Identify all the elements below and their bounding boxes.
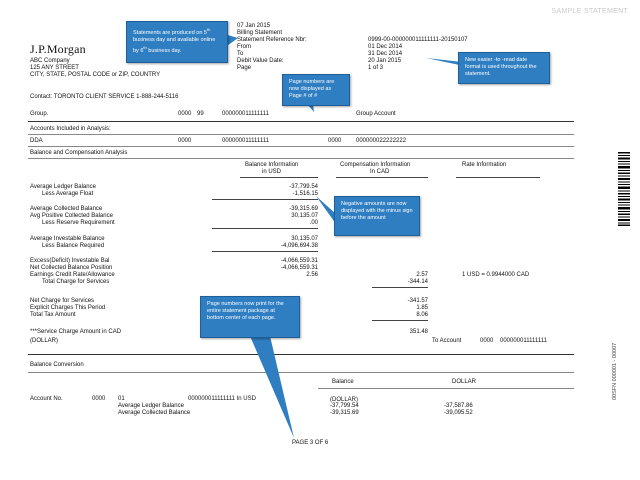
callout-negative-amounts: Negative amounts are now displayed with the minus sign before the amount [334, 196, 420, 236]
line-usd: 2.56 [306, 272, 318, 278]
ref-value: 0999-00-000000011111111-20150107 [368, 37, 468, 43]
conversion-account-code: 0000 [92, 396, 106, 402]
account-type: DDA [30, 138, 43, 144]
conversion-account-number: 000000011111111 In USD [188, 396, 256, 402]
from-value: 01 Dec 2014 [368, 44, 403, 50]
line-cad: 2.57 [416, 272, 428, 278]
col-balance-unit: in USD [262, 169, 282, 175]
line-label: Average Ledger Balance [30, 184, 96, 190]
contact-line: Contact: TORONTO CLIENT SERVICE 1-888-244-5116 [30, 94, 179, 100]
line-usd: -1,516.15 [292, 191, 318, 197]
line-label: Avg Positive Collected Balance [30, 213, 113, 219]
debit-value: 20 Jan 2015 [368, 58, 402, 64]
line-usd: -4,096,694.38 [280, 243, 318, 249]
line-label: (DOLLAR) [30, 338, 59, 344]
conversion-row-dollar: -39,095.52 [444, 410, 473, 416]
conversion-title: Balance Conversion [30, 362, 84, 368]
sample-watermark: SAMPLE STATEMENT [551, 8, 628, 15]
client-name: ABC Company [30, 58, 70, 64]
group-account-label: Group Account [356, 111, 396, 117]
balance-section-title: Balance and Compensation Analysis [30, 150, 128, 156]
line-label: Excess(Deficit) Investable Bal [30, 258, 110, 264]
exchange-rate: 1 USD = 0.9944000 CAD [462, 272, 530, 278]
line-usd: -37,799.54 [289, 184, 318, 190]
conversion-col-dollar: DOLLAR [452, 379, 477, 385]
line-label: Net Charge for Services [30, 298, 95, 304]
conversion-row-dollar: -37,587.86 [444, 403, 473, 409]
col-comp-header: Compensation Information [340, 162, 411, 168]
conversion-account-sub: 01 [118, 396, 125, 402]
line-usd: -4,066,559.31 [280, 258, 318, 264]
line-usd: -39,315.69 [289, 206, 318, 212]
line-usd: -4,066,559.31 [280, 265, 318, 271]
callout-page-numbers: Page numbers are now displayed as Page # of # [282, 74, 350, 106]
client-city: CITY, STATE, POSTAL CODE or ZIP, COUNTRY [30, 72, 161, 78]
debit-label: Debit Value Date: [237, 58, 284, 64]
line-label: Total Charge for Services [42, 279, 110, 285]
account-code: 0000 [178, 138, 192, 144]
side-code: 00SFN 000001 - 00007 [612, 342, 618, 400]
conversion-dollar-header: (DOLLAR) [330, 397, 359, 403]
line-cad: -341.57 [407, 298, 428, 304]
line-cad: 8.06 [416, 312, 428, 318]
line-usd: 30,135.07 [291, 236, 318, 242]
line-cad: 1.85 [416, 305, 428, 311]
conversion-row-usd: -37,799.54 [330, 403, 359, 409]
from-label: From [237, 44, 251, 50]
page-value: 1 of 3 [368, 65, 384, 71]
col-rate-header: Rate Information [462, 162, 507, 168]
group-account: 000000011111111 [222, 111, 269, 117]
to-account-label: To Account [432, 338, 462, 344]
line-label: Total Tax Amount [30, 312, 76, 318]
account-code-2: 0000 [328, 138, 342, 144]
line-usd: .00 [309, 220, 318, 226]
conversion-row-label: Average Ledger Balance [118, 403, 184, 409]
conversion-row-label: Average Collected Balance [118, 410, 191, 416]
line-cad: 351.48 [409, 329, 428, 335]
callout-production-schedule: Statements are produced on 5th business day and available online by 6th business day. [126, 21, 228, 63]
line-cad: -344.14 [407, 279, 428, 285]
line-usd: 30,135.07 [291, 213, 318, 219]
account-number-2: 000000022222222 [356, 138, 407, 144]
accounts-section-title: Accounts Included in Analysis: [30, 126, 111, 132]
client-street: 125 ANY STREET [30, 65, 79, 71]
page-label: Page [237, 65, 252, 71]
to-value: 31 Dec 2014 [368, 51, 403, 57]
col-comp-unit: In CAD [370, 169, 390, 175]
callout-date-format: New easier -to -read date format is used throughout the statement. [458, 52, 550, 84]
group-code2: 99 [197, 111, 204, 117]
line-label: Less Reserve Requirement [42, 220, 115, 226]
line-label: Net Collected Balance Position [30, 265, 113, 271]
to-account-number: 000000011111111 [500, 338, 547, 344]
group-code: 0000 [178, 111, 192, 117]
page-footer: PAGE 3 OF 6 [292, 440, 329, 446]
document-title: Billing Statement [237, 30, 283, 36]
line-label: Average Collected Balance [30, 206, 103, 212]
jpmorgan-logo: J.P.Morgan [30, 42, 86, 56]
conversion-account-label: Account No. [30, 396, 63, 402]
line-label: Less Balance Required [42, 243, 105, 249]
ref-label: Statement Reference Nbr: [237, 37, 307, 43]
conversion-col-balance: Balance [332, 379, 354, 385]
account-number: 000000011111111 [222, 138, 269, 144]
to-label: To [237, 51, 244, 57]
line-label: Average Investable Balance [30, 236, 105, 242]
conversion-row-usd: -39,315.69 [330, 410, 359, 416]
callout-page-footer: Page numbers now print for the entire statement package at bottom center of each page. [200, 296, 300, 338]
statement-date: 07 Jan 2015 [237, 23, 271, 29]
line-label: Earnings Credit Rate/Allowance [30, 272, 115, 278]
group-label: Group. [30, 111, 49, 117]
line-label: Explicit Charges This Period [30, 305, 106, 311]
col-balance-header: Balance Information [245, 162, 299, 168]
to-account-code: 0000 [480, 338, 494, 344]
line-label: Less Average Float [42, 191, 94, 197]
line-label: ***Service Charge Amount in CAD [30, 329, 122, 335]
